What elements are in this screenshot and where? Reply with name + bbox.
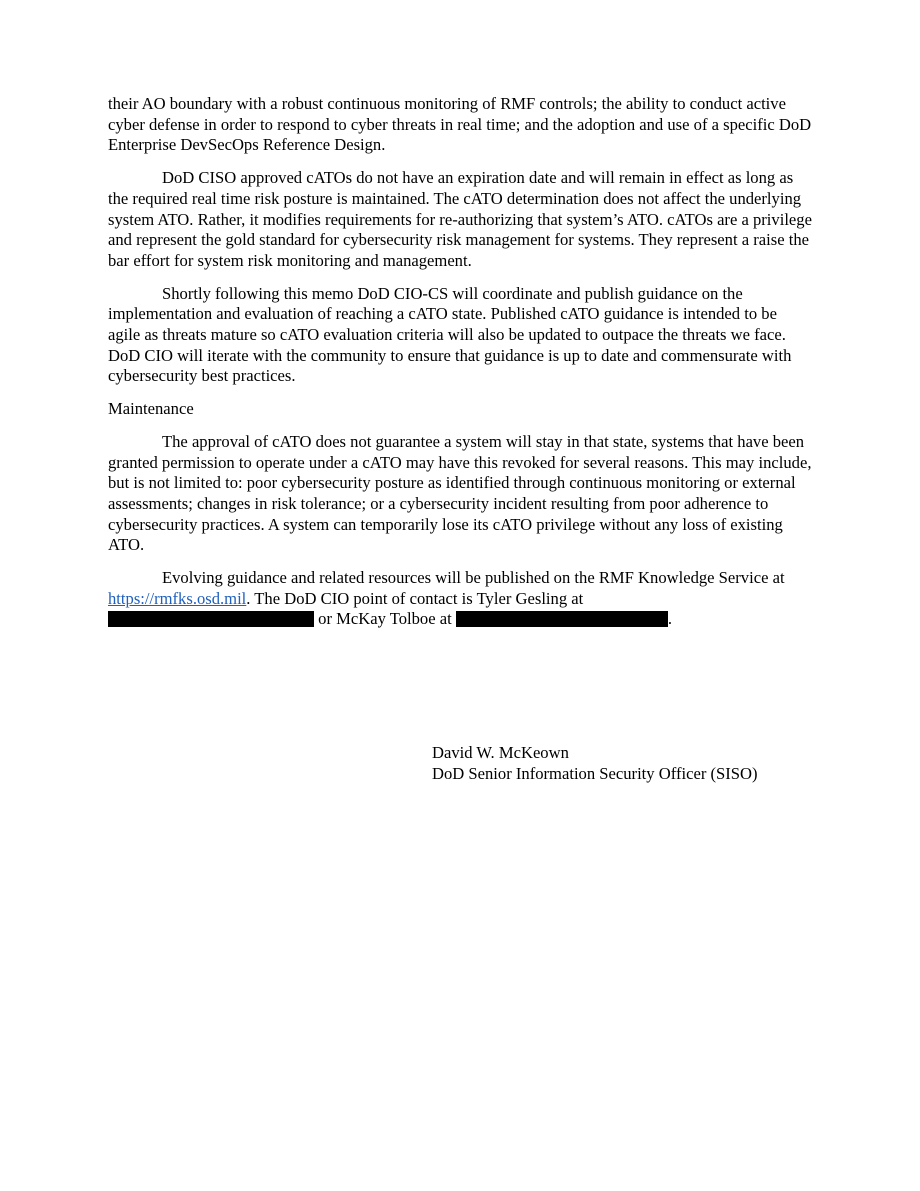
signatory-title: DoD Senior Information Security Officer (SISO)	[432, 764, 758, 783]
memo-body	[108, 94, 813, 642]
paragraph-ao-boundary: their AO boundary with a robust continuous monitoring of RMF controls; the ability to conduct active cyber defense in order to respond to cyber threats in real time; and the adoption and use of a specific DoD Enterprise DevSecOps Reference Design.	[108, 94, 812, 155]
paragraph-cato-expiration: DoD CISO approved cATOs do not have an expiration date and will remain in effect as long as the required real time risk posture is maintained. The cATO determination does not affect the underlying system ATO. Rather, it modifies requirements for re-authorizing that system’s ATO. cATOs are a privilege and represent the gold standard for cybersecurity risk management for systems. They represent a raise the bar effort for system risk monitoring and management.	[108, 168, 812, 270]
contacts-text-start: Evolving guidance and related resources will be published on the RMF Knowledge Service at	[162, 568, 785, 588]
section-heading-maintenance: Maintenance	[108, 399, 194, 419]
signature-block	[432, 742, 758, 784]
contacts-text-tolboe: or McKay Tolboe at	[314, 609, 456, 629]
redacted-email-tolboe	[456, 611, 668, 627]
paragraph-cato-guidance: Shortly following this memo DoD CIO-CS will coordinate and publish guidance on the implementation and evaluation of reaching a cATO state. Published cATO guidance is intended to be agile as threats mature so cATO evaluation criteria will also be updated to outpace the threats we face. DoD CIO will iterate with the community to ensure that guidance is up to date and commensurate with cybersecurity best practices.	[108, 283, 792, 386]
signatory-name: David W. McKeown	[432, 743, 569, 762]
contacts-text-gesling: . The DoD CIO point of contact is Tyler Gesling at	[246, 588, 584, 608]
paragraph-contacts	[108, 568, 813, 630]
rmf-knowledge-service-link[interactable]: https://rmfks.osd.mil	[108, 588, 247, 608]
paragraph-cato-revocation: The approval of cATO does not guarantee a system will stay in that state, systems that have been granted permission to operate under a cATO may have this revoked for several reasons. This may include, but is not limited to: poor cybersecurity posture as identified through continuous monitoring or external assessments; changes in risk tolerance; or a cybersecurity incident resulting from poor adherence to cybersecurity practices. A system can temporarily lose its cATO privilege without any loss of existing ATO.	[108, 431, 812, 555]
redacted-email-gesling	[108, 611, 314, 627]
contacts-text-end: .	[667, 609, 673, 629]
